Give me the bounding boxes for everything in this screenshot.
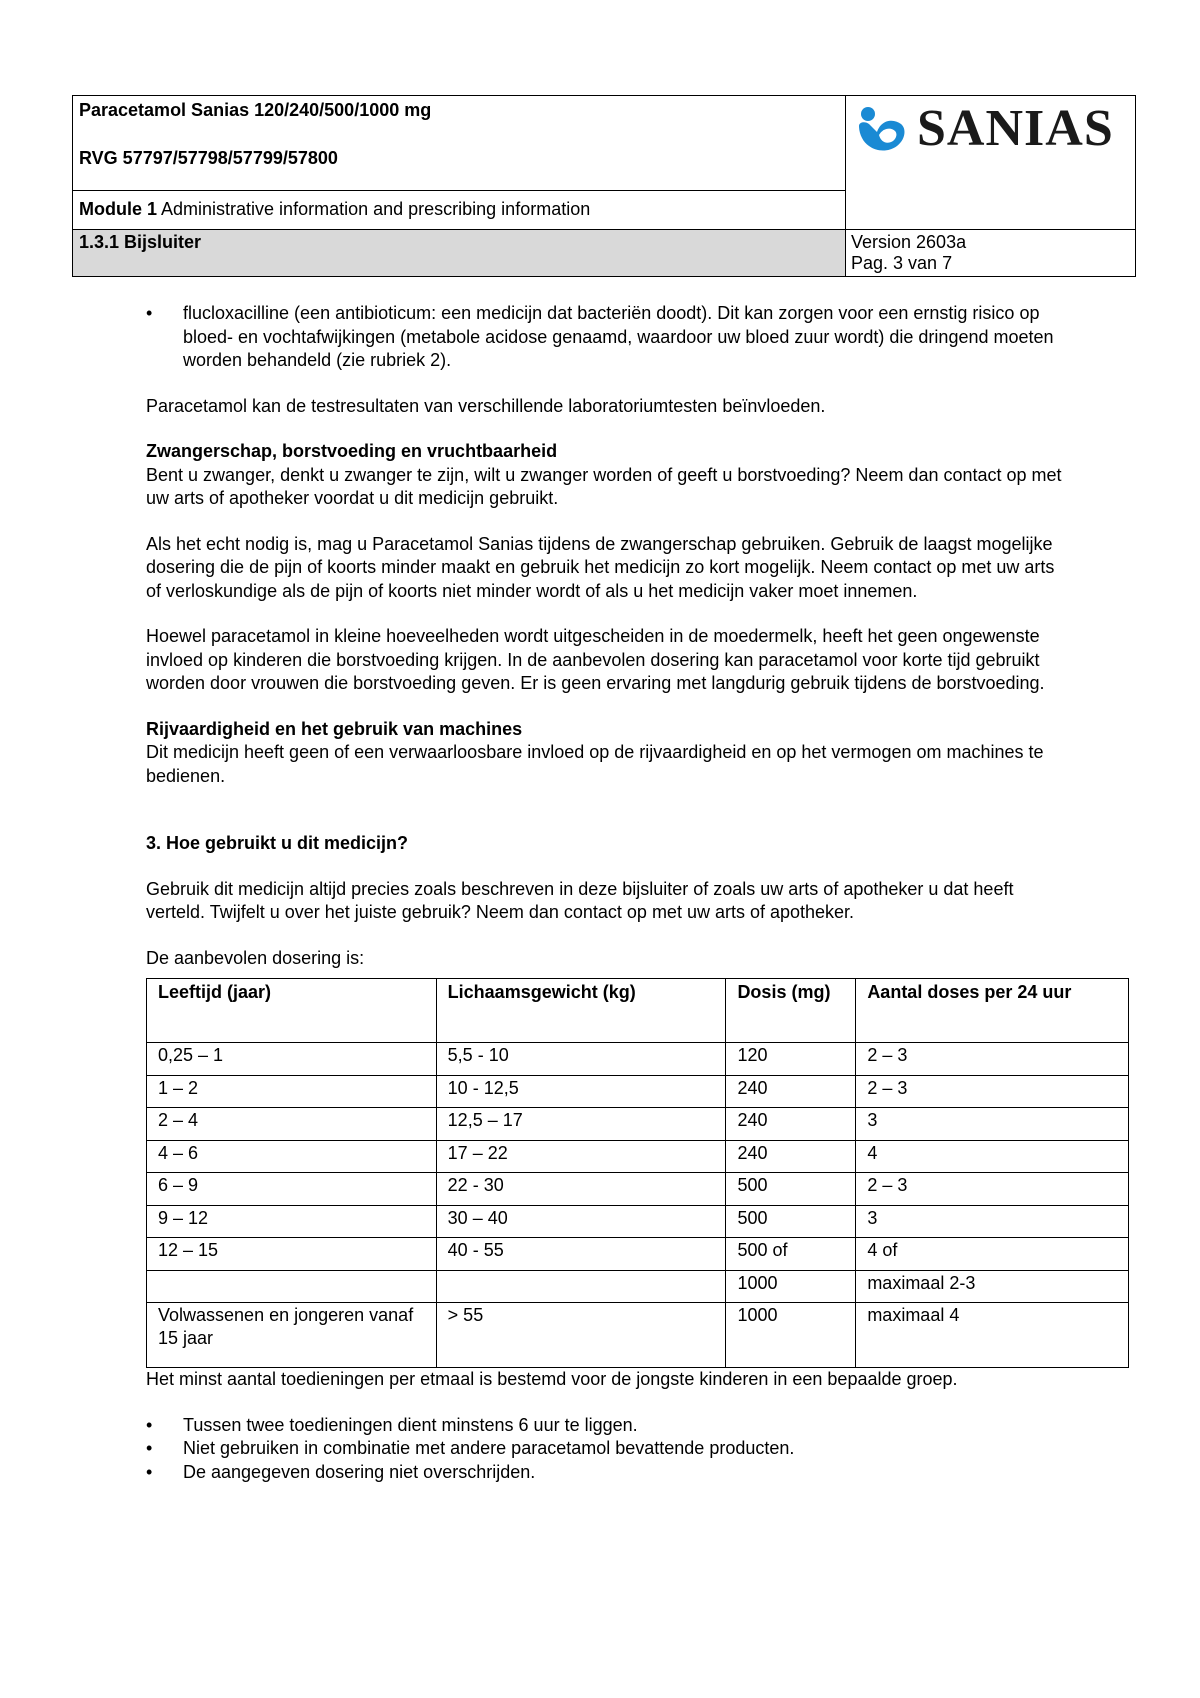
- cell-age: 0,25 – 1: [147, 1043, 437, 1076]
- cell-age: 12 – 15: [147, 1238, 437, 1271]
- section-3-paragraph: Gebruik dit medicijn altijd precies zoals beschreven in deze bijsluiter of zoals uw arts of apotheker u dat heeft verteld. Twijfelt u over het juiste gebruik? Neem dan contact op met uw arts of apotheker.: [146, 878, 1014, 922]
- header-age: Leeftijd (jaar): [147, 979, 437, 1043]
- header-dose: Dosis (mg): [726, 979, 856, 1043]
- cell-dose: 240: [726, 1140, 856, 1173]
- driving-heading: Rijvaardigheid en het gebruik van machines: [146, 718, 523, 739]
- cell-dose: 500 of: [726, 1238, 856, 1271]
- cell-age: 9 – 12: [147, 1205, 437, 1238]
- document-body: [146, 302, 1072, 1484]
- document-header: [72, 95, 1136, 277]
- table-header-row: [147, 979, 1129, 1043]
- sanias-logo: [855, 99, 1114, 158]
- cell-doses: maximaal 4: [856, 1303, 1129, 1368]
- table-row: [147, 1173, 1129, 1206]
- cell-weight: [436, 1270, 726, 1303]
- cell-doses: 2 – 3: [856, 1043, 1129, 1076]
- list-item: [146, 1461, 1066, 1485]
- cell-weight: 10 - 12,5: [436, 1075, 726, 1108]
- product-name: Paracetamol Sanias 120/240/500/1000 mg: [79, 100, 432, 120]
- bullet-text: De aangegeven dosering niet overschrijden.: [183, 1461, 536, 1482]
- list-item: [146, 1437, 1066, 1461]
- logo-wordmark: SANIAS: [917, 100, 1114, 157]
- cell-weight: 40 - 55: [436, 1238, 726, 1271]
- cell-dose: 1000: [726, 1303, 856, 1368]
- version-label: Version 2603a: [851, 232, 967, 252]
- cell-doses: 2 – 3: [856, 1173, 1129, 1206]
- cell-doses: 3: [856, 1108, 1129, 1141]
- dosage-table: [146, 978, 1129, 1368]
- section-label: 1.3.1 Bijsluiter: [79, 232, 202, 252]
- header-title-cell: [72, 95, 846, 191]
- bullet-text: Niet gebruiken in combinatie met andere paracetamol bevattende producten.: [183, 1438, 795, 1458]
- cell-age: Volwassenen en jongeren vanaf 15 jaar: [147, 1303, 437, 1368]
- table-row: [147, 1075, 1129, 1108]
- cell-weight: > 55: [436, 1303, 726, 1368]
- module-label: Module 1: [79, 199, 158, 219]
- header-section-cell: [72, 229, 846, 277]
- cell-dose: 120: [726, 1043, 856, 1076]
- driving-paragraph: Dit medicijn heeft geen of een verwaarloosbare invloed op de rijvaardigheid en op het vermogen om machines te bedienen.: [146, 742, 1044, 786]
- table-row: [147, 1043, 1129, 1076]
- cell-weight: 12,5 – 17: [436, 1108, 726, 1141]
- cell-doses: maximaal 2-3: [856, 1270, 1129, 1303]
- header-weight: Lichaamsgewicht (kg): [436, 979, 726, 1043]
- table-row: [147, 1205, 1129, 1238]
- table-row: [147, 1238, 1129, 1271]
- cell-doses: 4 of: [856, 1238, 1129, 1271]
- cell-doses: 2 – 3: [856, 1075, 1129, 1108]
- cell-dose: 500: [726, 1173, 856, 1206]
- cell-age: 1 – 2: [147, 1075, 437, 1108]
- table-row: [147, 1140, 1129, 1173]
- cell-age: 2 – 4: [147, 1108, 437, 1141]
- cell-dose: 1000: [726, 1270, 856, 1303]
- section-3-heading: 3. Hoe gebruikt u dit medicijn?: [146, 833, 409, 853]
- page-number: Pag. 3 van 7: [851, 253, 953, 273]
- cell-weight: 30 – 40: [436, 1205, 726, 1238]
- header-doses-per-day: Aantal doses per 24 uur: [856, 979, 1129, 1043]
- header-version-cell: [845, 229, 1136, 277]
- cell-dose: 240: [726, 1108, 856, 1141]
- pregnancy-paragraph-2: Als het echt nodig is, mag u Paracetamol Sanias tijdens de zwangerschap gebruiken. Gebruik de laagst mogelijke dosering die de pijn of koorts minder maakt en gebruik het medicijn zo kort mogelijk. Neem contact op met uw arts of verloskundige als de pijn of koorts niet minder wordt of als u het medicijn vaker moet innemen.: [146, 533, 1055, 601]
- cell-age: 6 – 9: [147, 1173, 437, 1206]
- cell-doses: 3: [856, 1205, 1129, 1238]
- rvg-number: RVG 57797/57798/57799/57800: [79, 148, 338, 168]
- table-row: [147, 1270, 1129, 1303]
- cell-dose: 500: [726, 1205, 856, 1238]
- header-logo-cell: [845, 95, 1136, 230]
- cell-doses: 4: [856, 1140, 1129, 1173]
- bullet-text: flucloxacilline (een antibioticum: een medicijn dat bacteriën doodt). Dit kan zorgen voor een ernstig risico op bloed- en vochtafwijkingen (metabole acidose genaamd, waardoor uw bloed zuur wordt) die dringend moeten worden behandeld (zie rubriek 2).: [183, 303, 1054, 370]
- header-module-cell: [72, 190, 846, 230]
- table-row: [147, 1108, 1129, 1141]
- pregnancy-paragraph-1: Bent u zwanger, denkt u zwanger te zijn, wilt u zwanger worden of geeft u borstvoeding? Neem dan contact op met uw arts of apotheker voordat u dit medicijn gebruikt.: [146, 464, 1062, 508]
- cell-age: 4 – 6: [147, 1140, 437, 1173]
- sanias-logo-icon: [855, 102, 909, 156]
- pregnancy-heading: Zwangerschap, borstvoeding en vruchtbaarheid: [146, 441, 558, 461]
- bullet-flucloxacilline: [146, 302, 1066, 373]
- table-note: Het minst aantal toedieningen per etmaal is bestemd voor de jongste kinderen in een bepaalde groep.: [146, 1369, 958, 1389]
- cell-weight: 5,5 - 10: [436, 1043, 726, 1076]
- cell-dose: 240: [726, 1075, 856, 1108]
- pregnancy-paragraph-3: Hoewel paracetamol in kleine hoeveelheden wordt uitgescheiden in de moedermelk, heeft het geen ongewenste invloed op kinderen die borstvoeding krijgen. In de aanbevolen dosering kan paracetamol voor korte tijd gebruikt worden door vrouwen die borstvoeding geven. Er is geen ervaring met langdurig gebruik tijdens de borstvoeding.: [146, 626, 1045, 693]
- dosage-intro: De aanbevolen dosering is:: [146, 947, 365, 968]
- list-item: [146, 1414, 1066, 1438]
- module-description: Administrative information and prescribing information: [157, 199, 591, 219]
- table-row: [147, 1303, 1129, 1368]
- lab-tests-paragraph: Paracetamol kan de testresultaten van verschillende laboratoriumtesten beïnvloeden.: [146, 395, 826, 416]
- bullet-text: Tussen twee toedieningen dient minstens 6 uur te liggen.: [183, 1414, 638, 1435]
- cell-age: [147, 1270, 437, 1303]
- cell-weight: 22 - 30: [436, 1173, 726, 1206]
- cell-weight: 17 – 22: [436, 1140, 726, 1173]
